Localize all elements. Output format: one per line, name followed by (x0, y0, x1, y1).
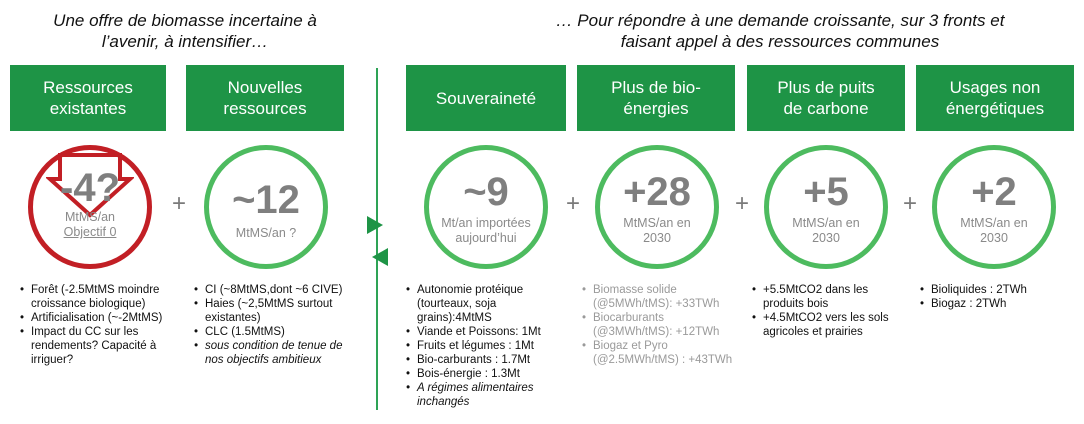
bullet-item: • +5.5MtCO2 dans les produits bois (752, 283, 912, 311)
circle-value: ~9 (463, 170, 509, 214)
bullet-item: • Haies (~2,5MtMS surtout existantes) (194, 297, 352, 325)
circle-nouvelles-ressources (204, 145, 328, 269)
circle-unit-line1: MtMS/an en (960, 216, 1028, 230)
bullet-item: • Impact du CC sur les rendements? Capacité à irriguer? (20, 325, 182, 367)
box-puits-carbone (747, 65, 905, 131)
plus-sign: + (566, 190, 581, 217)
box-usages-non-energetiques (916, 65, 1074, 131)
box-title-line2: existantes (49, 99, 127, 118)
bullet-item: • Bio-carburants : 1.7Mt (406, 353, 566, 367)
bullets-nouvelles-ressources (194, 283, 352, 367)
circle-value: +28 (623, 170, 691, 214)
bullet-item: • Bois-énergie : 1.3Mt (406, 367, 566, 381)
bullet-item: • Bioliquides : 2TWh (920, 283, 1070, 297)
right-heading-line2: faisant appel à des ressources communes (620, 32, 940, 51)
circle-unit-line1: MtMS/an en (623, 216, 691, 230)
box-title-line1: Plus de bio- (611, 78, 701, 97)
bullet-item: • Biomasse solide (@5MWh/tMS): +33TWh (582, 283, 742, 311)
bullet-item: • sous condition de tenue de nos objectifs ambitieux (194, 339, 352, 367)
circle-unit-line2: aujourd’hui (455, 231, 517, 245)
circle-unit-line2: 2030 (643, 231, 671, 245)
circle-unit-line1: Mt/an importées (441, 216, 531, 230)
box-title-line2: énergétiques (945, 99, 1045, 118)
bullets-usages-non-energetiques (920, 283, 1070, 311)
circle-unit-line1: MtMS/an (64, 210, 115, 224)
bullet-item: • Artificialisation (~-2MtMS) (20, 311, 182, 325)
box-title-line2: ressources (223, 99, 307, 118)
circle-value: +5 (803, 170, 849, 214)
plus-sign: + (735, 190, 750, 217)
circle-souverainete (424, 145, 548, 269)
bullets-bioenergies (582, 283, 742, 367)
circle-ressources-existantes (28, 145, 152, 269)
bullet-item: • Autonomie protéique (tourteaux, soja grains):4MtMS (406, 283, 566, 325)
circle-unit-line2: Objectif 0 (63, 225, 117, 239)
box-title-line2: énergies (623, 99, 689, 118)
bullet-item: • Forêt (-2.5MtMS moindre croissance biologique) (20, 283, 182, 311)
bullets-puits-carbone (752, 283, 912, 339)
circle-unit-line1: MtMS/an en (792, 216, 860, 230)
bullet-item: • Fruits et légumes : 1Mt (406, 339, 566, 353)
right-heading-line1: … Pour répondre à une demande croissante, sur 3 fronts et (555, 11, 1005, 30)
circle-unit-line1: MtMS/an ? (235, 226, 297, 240)
plus-sign: + (903, 190, 918, 217)
circle-value: +2 (971, 170, 1017, 214)
bullet-item: • CI (~8MtMS,dont ~6 CIVE) (194, 283, 352, 297)
box-title-line1: Souveraineté (435, 88, 537, 108)
box-title-line1: Nouvelles (227, 78, 303, 97)
box-title-line1: Ressources (43, 78, 133, 97)
box-title-line1: Usages non (949, 78, 1041, 97)
circle-unit-line2: 2030 (812, 231, 840, 245)
arrow-left-icon (372, 248, 388, 266)
circle-unit-line2: 2030 (980, 231, 1008, 245)
bullet-item: • Biogaz : 2TWh (920, 297, 1070, 311)
plus-sign: + (172, 190, 187, 217)
box-nouvelles-ressources (186, 65, 344, 131)
bullet-item: • A régimes alimentaires inchangés (406, 381, 566, 409)
bullets-souverainete (406, 283, 566, 409)
arrow-right-icon (367, 216, 383, 234)
box-souverainete (406, 65, 566, 131)
bullet-item: • Biogaz et Pyro (@2.5MWh/tMS) : +43TWh (582, 339, 742, 367)
bullet-item: • Viande et Poissons: 1Mt (406, 325, 566, 339)
bullet-item: • CLC (1.5MtMS) (194, 325, 352, 339)
circle-bioenergies (595, 145, 719, 269)
box-bioenergies (577, 65, 735, 131)
bullet-item: • +4.5MtCO2 vers les sols agricoles et prairies (752, 311, 912, 339)
circle-value: -4? (60, 166, 120, 210)
section-divider (376, 68, 378, 410)
circle-puits-carbone (764, 145, 888, 269)
box-title-line1: Plus de puits (777, 78, 875, 97)
left-heading (10, 10, 360, 52)
left-heading-line2: l’avenir, à intensifier… (101, 32, 269, 51)
circle-value: ~12 (232, 178, 300, 222)
bullets-ressources-existantes (20, 283, 182, 367)
right-heading (500, 10, 1060, 52)
bullet-item: • Biocarburants (@3MWh/tMS): +12TWh (582, 311, 742, 339)
box-ressources-existantes (10, 65, 166, 131)
box-title-line2: de carbone (783, 99, 869, 118)
left-heading-line1: Une offre de biomasse incertaine à (53, 11, 317, 30)
circle-usages-non-energetiques (932, 145, 1056, 269)
